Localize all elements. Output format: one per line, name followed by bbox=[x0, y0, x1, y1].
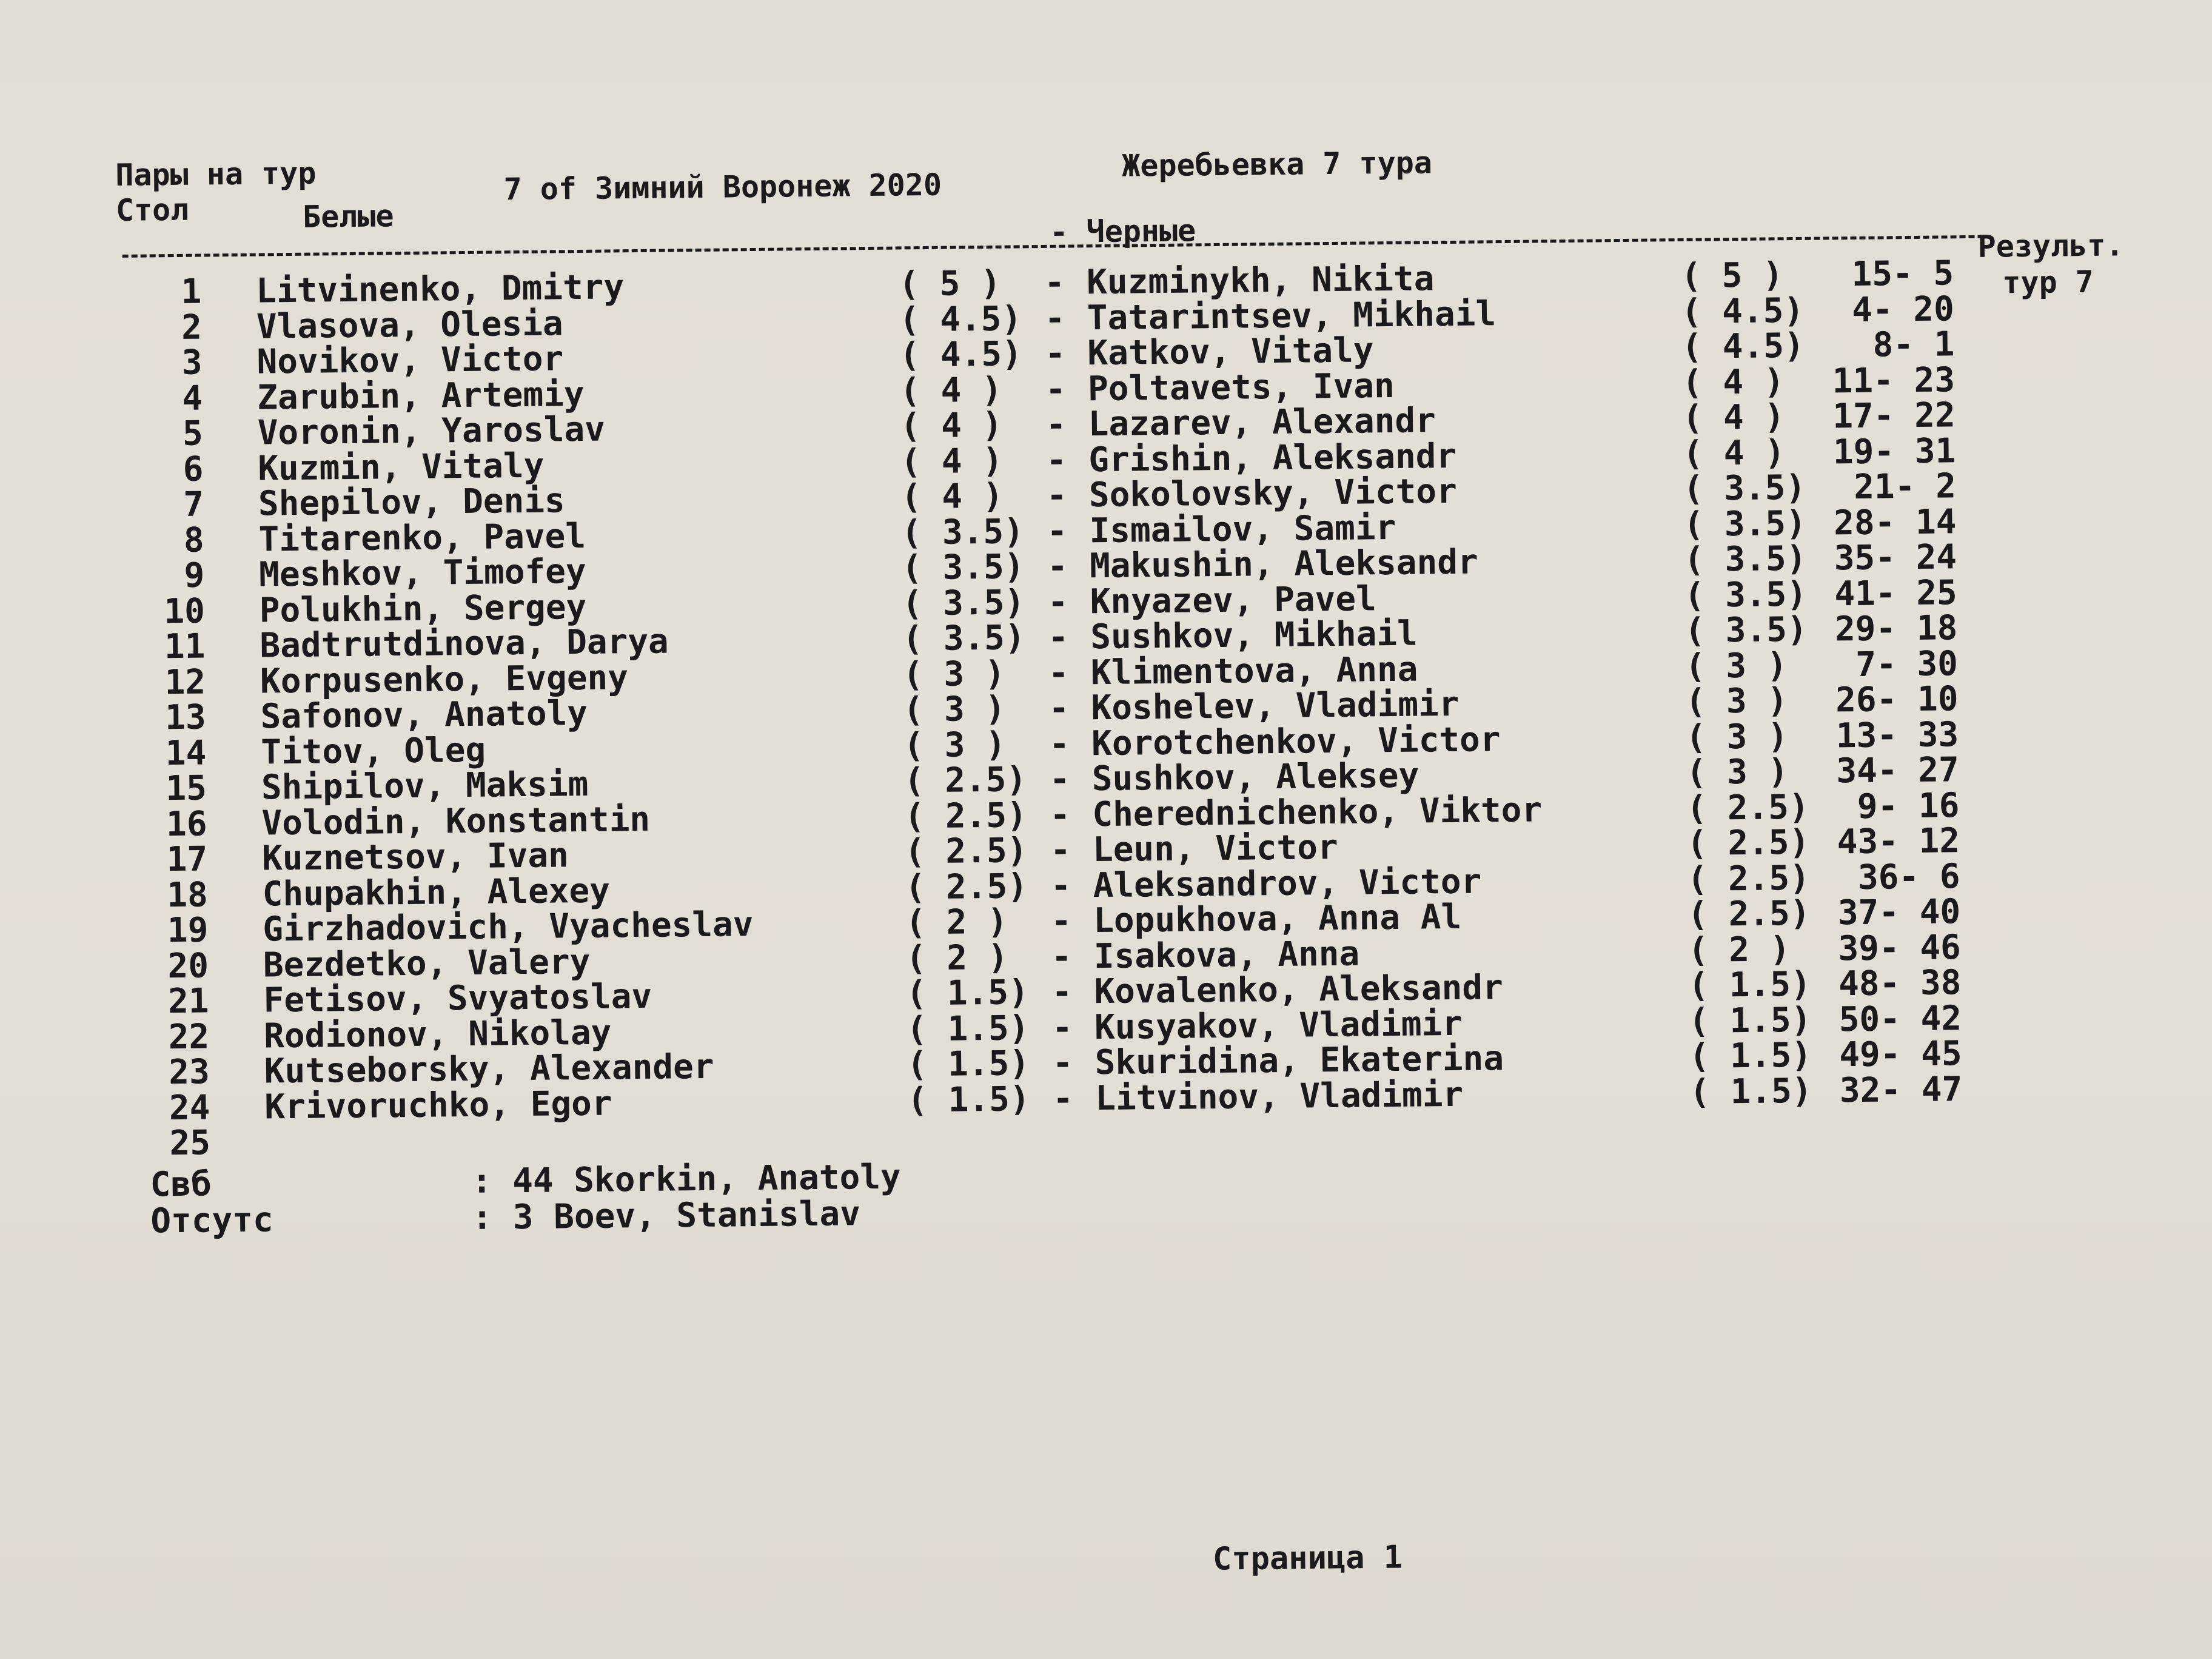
white-points: ( 3 ) bbox=[903, 689, 1006, 730]
board-number: 12 bbox=[164, 662, 206, 702]
board-number: 17 bbox=[166, 839, 208, 880]
white-player: Titarenko, Pavel bbox=[258, 516, 586, 560]
pair-separator: - bbox=[1051, 972, 1073, 1012]
black-player: Cherednichenko, Viktor bbox=[1092, 789, 1543, 834]
white-points: ( 2.5) bbox=[903, 760, 1027, 801]
white-points: ( 1.5) bbox=[906, 1008, 1030, 1049]
white-points: ( 2.5) bbox=[905, 866, 1028, 907]
pair-separator: - bbox=[1050, 830, 1071, 870]
white-player: Volodin, Konstantin bbox=[261, 799, 651, 843]
absent-value: : 3 Boev, Stanislav bbox=[472, 1194, 861, 1238]
white-player: Zarubin, Artemiy bbox=[256, 374, 585, 418]
result-column-header: Результ. bbox=[1977, 227, 2124, 264]
pairings-table bbox=[116, 252, 2157, 1164]
white-player: Shepilov, Denis bbox=[258, 481, 566, 524]
pair-numbers: 17- 22 bbox=[1832, 395, 1956, 437]
white-player: Korpusenko, Evgeny bbox=[260, 657, 629, 702]
white-points: ( 3.5) bbox=[902, 582, 1025, 623]
white-points: ( 2.5) bbox=[904, 795, 1028, 836]
white-points: ( 1.5) bbox=[907, 1079, 1030, 1120]
white-player: Titov, Oleg bbox=[260, 730, 486, 773]
white-points: ( 4.5) bbox=[899, 298, 1022, 340]
white-player: Vlasova, Olesia bbox=[256, 303, 563, 347]
board-number: 16 bbox=[166, 803, 207, 844]
white-player: Fetisov, Svyatoslav bbox=[263, 976, 652, 1021]
board-number: 25 bbox=[169, 1123, 211, 1164]
white-points: ( 2.5) bbox=[904, 831, 1028, 872]
white-points: ( 3 ) bbox=[902, 654, 1005, 694]
white-player: Girzhadovich, Vyacheslav bbox=[263, 905, 754, 950]
white-player: Polukhin, Sergey bbox=[259, 587, 587, 631]
round-column-header: тур 7 bbox=[2002, 264, 2094, 301]
white-player: Badtrutdinova, Darya bbox=[260, 622, 669, 666]
white-player: Krivoruchko, Egor bbox=[264, 1084, 612, 1127]
pair-separator: - bbox=[1050, 866, 1071, 906]
black-player: Aleksandrov, Victor bbox=[1093, 861, 1482, 905]
pair-separator: - bbox=[1048, 617, 1069, 657]
pair-numbers: 43- 12 bbox=[1837, 821, 1960, 862]
pair-numbers: 9- 16 bbox=[1857, 785, 1960, 826]
black-player: Ismailov, Samir bbox=[1089, 508, 1396, 551]
white-points: ( 5 ) bbox=[898, 263, 1002, 304]
pair-numbers: 34- 27 bbox=[1836, 750, 1960, 791]
pair-separator: - bbox=[1045, 369, 1067, 409]
pair-separator: - bbox=[1047, 546, 1068, 586]
pair-separator: - bbox=[1047, 582, 1068, 622]
black-points: ( 4.5) bbox=[1681, 290, 1805, 332]
white-player: Meshkov, Timofey bbox=[258, 551, 586, 595]
board-number: 6 bbox=[183, 449, 204, 489]
draw-title: Жеребьевка 7 тура bbox=[1121, 145, 1433, 184]
pair-numbers: 32- 47 bbox=[1839, 1069, 1963, 1110]
pair-separator: - bbox=[1048, 724, 1070, 764]
white-player: Shipilov, Maksim bbox=[261, 764, 589, 808]
black-points: ( 4 ) bbox=[1681, 361, 1785, 403]
white-points: ( 3.5) bbox=[901, 511, 1025, 552]
pair-separator: - bbox=[1045, 404, 1067, 444]
black-points: ( 3.5) bbox=[1683, 503, 1807, 545]
black-points: ( 3.5) bbox=[1684, 574, 1808, 615]
black-player: Sushkov, Mikhail bbox=[1090, 614, 1418, 657]
black-player: Grishin, Aleksandr bbox=[1088, 436, 1457, 480]
white-points: ( 1.5) bbox=[907, 1044, 1030, 1085]
black-player: Sokolovsky, Victor bbox=[1088, 471, 1458, 515]
white-player: Chupakhin, Alexey bbox=[262, 871, 611, 914]
board-number: 4 bbox=[182, 378, 203, 418]
black-player: Skuridina, Ekaterina bbox=[1094, 1039, 1504, 1083]
white-player: Voronin, Yaroslav bbox=[257, 409, 606, 453]
board-number: 2 bbox=[181, 307, 203, 347]
pair-numbers: 37- 40 bbox=[1837, 892, 1961, 933]
pair-separator: - bbox=[1048, 653, 1070, 693]
black-points: ( 3 ) bbox=[1686, 752, 1789, 793]
white-points: ( 4.5) bbox=[899, 334, 1023, 375]
board-number: 15 bbox=[166, 768, 207, 809]
board-number: 19 bbox=[167, 910, 209, 951]
board-number: 22 bbox=[168, 1016, 210, 1057]
pair-separator: - bbox=[1046, 475, 1067, 515]
black-player: Poltavets, Ivan bbox=[1087, 366, 1395, 409]
pair-numbers: 11- 23 bbox=[1832, 360, 1956, 401]
board-number: 7 bbox=[183, 484, 204, 525]
pair-numbers: 7- 30 bbox=[1855, 643, 1959, 685]
black-player: Litvinov, Vladimir bbox=[1094, 1074, 1464, 1118]
board-number: 23 bbox=[169, 1052, 210, 1093]
board-number: 11 bbox=[164, 626, 206, 667]
white-points: ( 3.5) bbox=[902, 618, 1026, 659]
page-number: Страница 1 bbox=[1212, 1539, 1403, 1578]
pair-numbers: 26- 10 bbox=[1835, 679, 1959, 720]
black-player: Kovalenko, Aleksandr bbox=[1094, 968, 1504, 1012]
white-points: ( 4 ) bbox=[900, 476, 1004, 517]
white-column-header: Белые bbox=[302, 198, 394, 235]
board-number: 13 bbox=[164, 697, 207, 738]
white-player: Litvinenko, Dmitry bbox=[255, 267, 625, 311]
board-number: 3 bbox=[181, 343, 203, 383]
black-points: ( 1.5) bbox=[1689, 1071, 1812, 1112]
pair-separator: - bbox=[1044, 263, 1065, 303]
black-points: ( 2.5) bbox=[1686, 822, 1810, 863]
pair-numbers: 36- 6 bbox=[1857, 856, 1960, 897]
pair-separator: - bbox=[1047, 511, 1068, 551]
black-player: Leun, Victor bbox=[1092, 827, 1338, 870]
pair-separator: - bbox=[1045, 333, 1066, 374]
pair-separator: - bbox=[1045, 440, 1067, 480]
white-points: ( 3.5) bbox=[901, 547, 1025, 588]
black-points: ( 1.5) bbox=[1689, 1035, 1812, 1076]
black-player: Korotchenkov, Victor bbox=[1091, 719, 1501, 763]
board-number: 20 bbox=[167, 945, 209, 986]
white-points: ( 1.5) bbox=[906, 973, 1030, 1014]
black-points: ( 3.5) bbox=[1683, 538, 1807, 580]
pair-separator: - bbox=[1050, 901, 1072, 941]
black-points: ( 4 ) bbox=[1682, 432, 1786, 474]
black-points: ( 3.5) bbox=[1683, 468, 1806, 509]
pair-numbers: 4- 20 bbox=[1851, 289, 1955, 330]
black-player: Kuzminykh, Nikita bbox=[1086, 259, 1435, 303]
board-number: 18 bbox=[166, 874, 209, 915]
pair-numbers: 8- 1 bbox=[1872, 324, 1955, 365]
white-player: Kutseborsky, Alexander bbox=[264, 1047, 714, 1091]
black-player: Koshelev, Vladimir bbox=[1091, 684, 1460, 728]
pair-numbers: 35- 24 bbox=[1834, 537, 1957, 578]
board-column-header: Стол bbox=[115, 192, 189, 228]
black-player: Katkov, Vitaly bbox=[1087, 330, 1374, 374]
black-points: ( 4 ) bbox=[1682, 397, 1785, 438]
white-points: ( 4 ) bbox=[900, 441, 1004, 481]
black-points: ( 2.5) bbox=[1687, 893, 1811, 934]
pair-separator: - bbox=[1044, 298, 1065, 338]
black-player: Kusyakov, Vladimir bbox=[1094, 1004, 1463, 1047]
pairs-label: Пары на тур bbox=[115, 155, 317, 193]
black-points: ( 3.5) bbox=[1684, 609, 1808, 651]
black-player: Knyazev, Pavel bbox=[1090, 578, 1377, 622]
pair-separator: - bbox=[1048, 688, 1070, 728]
white-points: ( 2 ) bbox=[905, 902, 1008, 943]
event-title: 7 of Зимний Воронеж 2020 bbox=[503, 167, 942, 207]
pair-numbers: 28- 14 bbox=[1833, 501, 1957, 543]
pair-numbers: 39- 46 bbox=[1838, 927, 1962, 968]
bye-label: Свб bbox=[150, 1164, 212, 1205]
black-player: Tatarintsev, Mikhail bbox=[1087, 293, 1496, 338]
pair-numbers: 50- 42 bbox=[1838, 998, 1962, 1039]
black-points: ( 1.5) bbox=[1688, 964, 1812, 1005]
white-player: Kuznetsov, Ivan bbox=[261, 836, 569, 879]
white-player: Safonov, Anatoly bbox=[260, 693, 588, 737]
white-player: Kuzmin, Vitaly bbox=[258, 446, 545, 489]
white-player: Rodionov, Nikolay bbox=[263, 1013, 612, 1056]
board-number: 9 bbox=[184, 555, 205, 595]
white-player: Novikov, Victor bbox=[256, 339, 564, 382]
pair-separator: - bbox=[1052, 1043, 1073, 1083]
black-points: ( 3 ) bbox=[1684, 645, 1788, 686]
pair-numbers: 13- 33 bbox=[1835, 714, 1959, 756]
black-player: Klimentova, Anna bbox=[1090, 649, 1418, 692]
black-player: Lazarev, Alexandr bbox=[1088, 401, 1436, 444]
board-number: 5 bbox=[182, 414, 204, 454]
black-points: ( 5 ) bbox=[1680, 255, 1784, 296]
pair-numbers: 29- 18 bbox=[1834, 608, 1958, 649]
white-points: ( 4 ) bbox=[900, 405, 1003, 446]
board-number: 14 bbox=[165, 732, 207, 773]
board-number: 10 bbox=[164, 591, 206, 631]
pair-separator: - bbox=[1051, 937, 1072, 977]
black-points: ( 2 ) bbox=[1687, 929, 1791, 970]
black-player: Isakova, Anna bbox=[1093, 934, 1360, 976]
black-points: ( 4.5) bbox=[1681, 326, 1805, 367]
black-points: ( 2.5) bbox=[1686, 787, 1810, 828]
board-number: 24 bbox=[169, 1087, 210, 1128]
white-points: ( 2 ) bbox=[905, 937, 1008, 978]
pair-numbers: 41- 25 bbox=[1834, 572, 1958, 614]
pair-numbers: 19- 31 bbox=[1832, 431, 1956, 472]
absent-label: Отсутс bbox=[150, 1200, 273, 1241]
pair-numbers: 49- 45 bbox=[1839, 1034, 1962, 1075]
black-points: ( 1.5) bbox=[1688, 1000, 1812, 1041]
pair-numbers: 48- 38 bbox=[1838, 963, 1962, 1004]
white-player: Bezdetko, Valery bbox=[263, 942, 591, 985]
pair-separator: - bbox=[1050, 795, 1071, 835]
board-number: 1 bbox=[181, 272, 202, 312]
white-points: ( 4 ) bbox=[899, 370, 1003, 411]
pair-separator: - bbox=[1051, 1008, 1073, 1048]
black-player: Makushin, Aleksandr bbox=[1089, 542, 1479, 586]
white-points: ( 3 ) bbox=[903, 725, 1007, 765]
bye-value: : 44 Skorkin, Anatoly bbox=[471, 1157, 902, 1201]
black-points: ( 3 ) bbox=[1685, 716, 1789, 757]
board-number: 21 bbox=[167, 981, 209, 1022]
pair-separator: - bbox=[1049, 759, 1070, 799]
pair-separator: - bbox=[1052, 1079, 1074, 1119]
pair-numbers: 21- 2 bbox=[1853, 466, 1957, 508]
black-points: ( 3 ) bbox=[1685, 681, 1788, 722]
black-points: ( 2.5) bbox=[1687, 858, 1811, 899]
pair-numbers: 15- 5 bbox=[1851, 253, 1954, 295]
board-number: 8 bbox=[183, 520, 204, 560]
black-player: Lopukhova, Anna Al bbox=[1093, 897, 1462, 941]
black-column-header: - Черные bbox=[1050, 213, 1196, 250]
black-player: Sushkov, Aleksey bbox=[1091, 756, 1419, 799]
